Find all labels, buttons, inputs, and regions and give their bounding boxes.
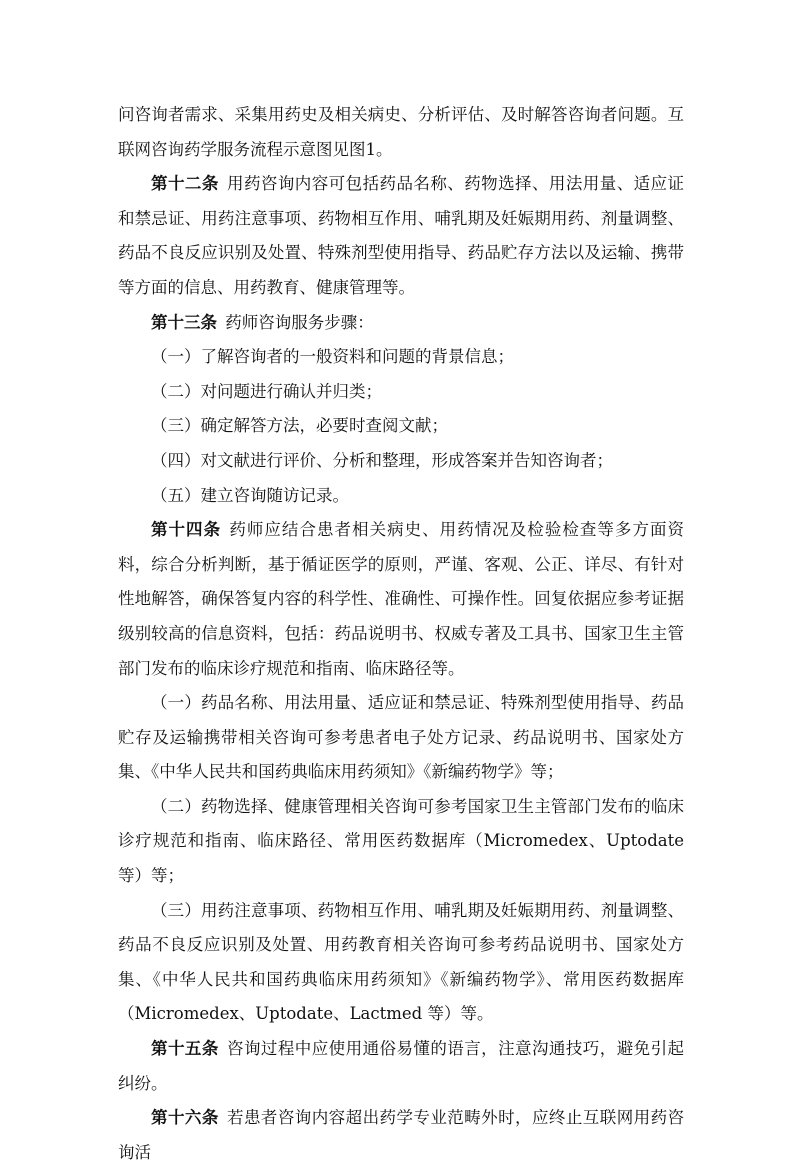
list-item-5	[118, 479, 684, 514]
sub-item-1	[118, 686, 684, 790]
list-item-4	[118, 444, 684, 479]
paragraph-text: 问咨询者需求、采集用药史及相关病史、分析评估、及时解答咨询者问题。互联网咨询药学服务流程示意图见图1。	[118, 105, 684, 159]
list-item-2	[118, 375, 684, 410]
article-number: 第十六条	[151, 1108, 219, 1128]
article-text: 药师应结合患者相关病史、用药情况及检验检查等多方面资料，综合分析判断，基于循证医学的原则，严谨、客观、公正、详尽、有针对性地解答，确保答复内容的科学性、准确性、可操作性。回复依据应参考证据级别较高的信息资料，包括：药品说明书、权威专著及工具书、国家卫生主管部门发布的临床诊疗规范和指南、临床路径等。	[118, 520, 685, 678]
list-item-text: （四）对文献进行评价、分析和整理，形成答案并告知咨询者；	[151, 450, 613, 470]
document-body	[118, 98, 684, 1170]
sub-item-text: （三）用药注意事项、药物相互作用、哺乳期及妊娠期用药、剂量调整、药品不良反应识别及处置、用药教育相关咨询可参考药品说明书、国家处方集、《中华人民共和国药典临床用药须知》《新编药物学》、常用医药数据库（Micromedex、Uptodate、Lactmed 等）等。	[118, 900, 684, 1024]
article-number: 第十五条	[151, 1039, 219, 1059]
article-text: 若患者咨询内容超出药学专业范畴外时，应终止互联网用药咨询活	[118, 1108, 685, 1162]
article-number: 第十四条	[151, 520, 222, 540]
list-item-text: （一）了解咨询者的一般资料和问题的背景信息；	[151, 347, 514, 367]
sub-item-text: （二）药物选择、健康管理相关咨询可参考国家卫生主管部门发布的临床诊疗规范和指南、临床路径、常用医药数据库（Micromedex、Uptodate 等）等；	[118, 796, 684, 886]
article-14	[118, 513, 684, 686]
paragraph-continuation	[118, 98, 684, 167]
sub-item-2	[118, 790, 684, 894]
list-item-text: （二）对问题进行确认并归类；	[151, 381, 382, 401]
list-item-text: （五）建立咨询随访记录。	[151, 485, 349, 505]
article-15	[118, 1032, 684, 1101]
sub-item-3	[118, 894, 684, 1032]
article-12	[118, 167, 684, 305]
list-item-3	[118, 409, 684, 444]
list-item-text: （三）确定解答方法，必要时查阅文献；	[151, 416, 448, 436]
article-text: 咨询过程中应使用通俗易懂的语言，注意沟通技巧，避免引起纠纷。	[118, 1039, 685, 1093]
article-text: 用药咨询内容可包括药品名称、药物选择、用法用量、适应证和禁忌证、用药注意事项、药物相互作用、哺乳期及妊娠期用药、剂量调整、药品不良反应识别及处置、特殊剂型使用指导、药品贮存方法以及运输、携带等方面的信息、用药教育、健康管理等。	[118, 174, 685, 297]
article-number: 第十三条	[151, 312, 217, 332]
sub-item-text: （一）药品名称、用法用量、适应证和禁忌证、特殊剂型使用指导、药品贮存及运输携带相关咨询可参考患者电子处方记录、药品说明书、国家处方集、《中华人民共和国药典临床用药须知》《新编药物学》等；	[118, 693, 684, 782]
article-16	[118, 1101, 684, 1170]
article-text: 药师咨询服务步骤：	[225, 312, 374, 332]
article-number: 第十二条	[151, 174, 219, 194]
list-item-1	[118, 340, 684, 375]
article-13	[118, 306, 684, 341]
